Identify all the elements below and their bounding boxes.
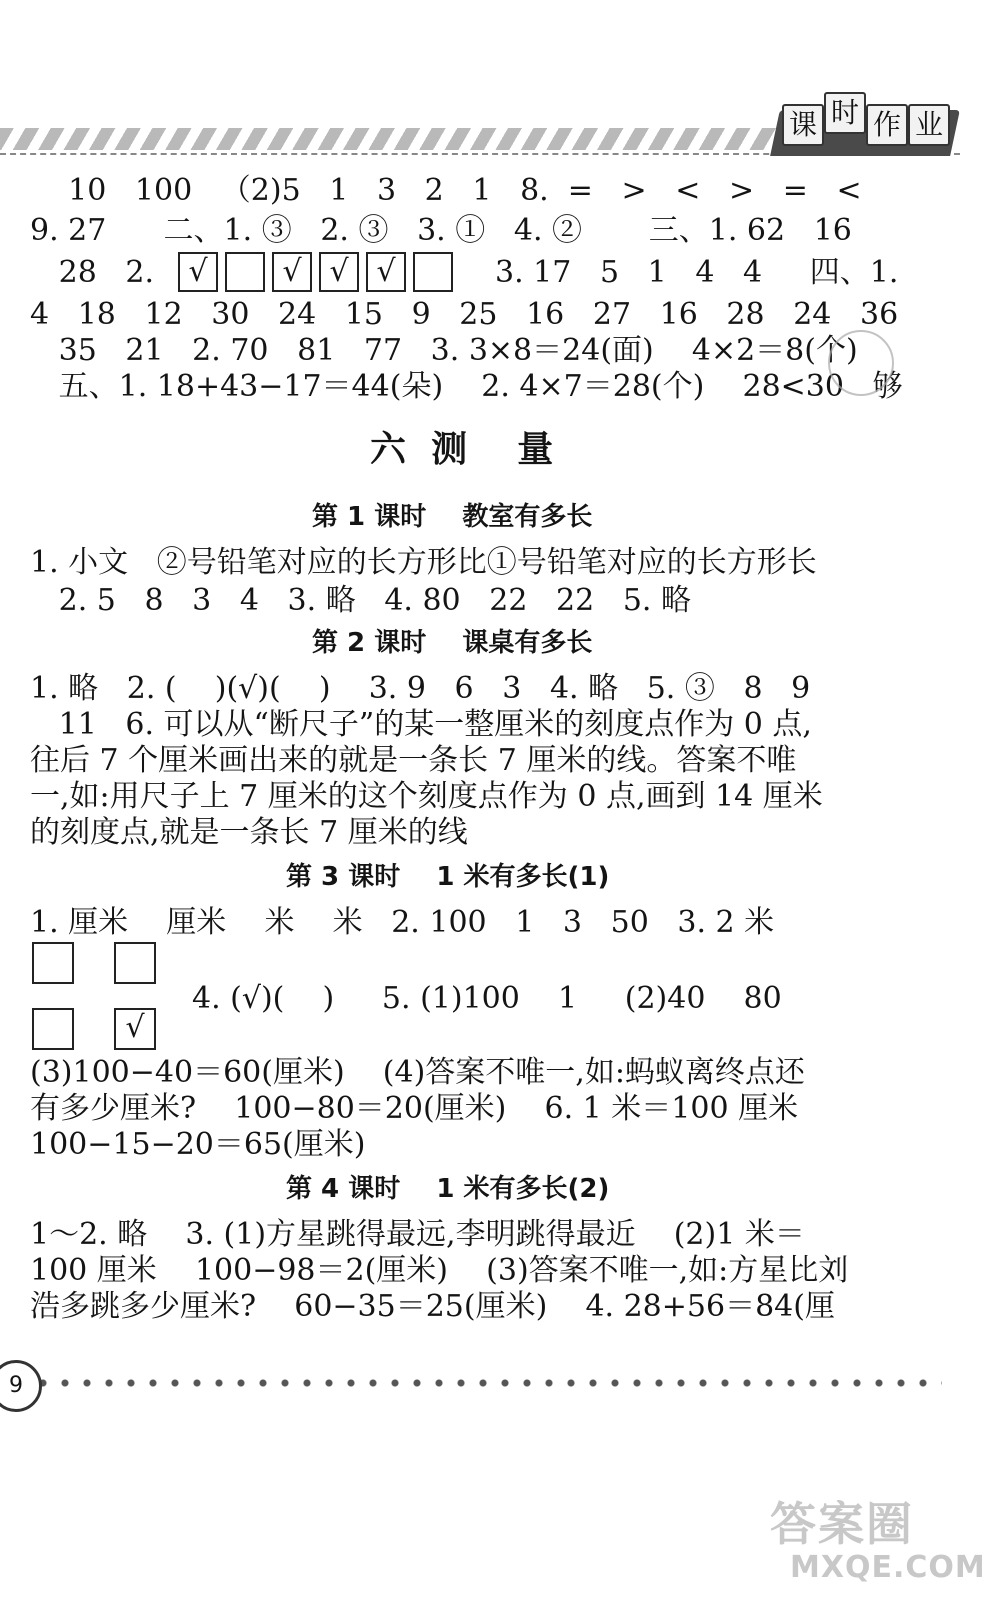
check-box-3: √ [272,252,312,292]
check-box-2 [225,252,265,292]
seal-stamp [828,330,894,396]
check-box-1: √ [178,252,218,292]
header-char-2: 时 [824,92,866,134]
lesson-3-line-2: (3)100−40＝60(厘米) (4)答案不唯一,如:蚂蚁离终点还 [30,1055,805,1090]
lesson-3-line-4: 100−15−20＝65(厘米) [30,1127,366,1162]
grid-box-2 [114,942,156,984]
lesson-2-line-4: 一,如:用尺子上 7 厘米的这个刻度点作为 0 点,画到 14 厘米 [30,779,823,814]
lesson-2-line-3: 往后 7 个厘米画出来的就是一条长 7 厘米的线。答案不唯 [30,743,797,778]
answer-line-6: 五、1. 18+43−17＝44(朵) 2. 4×7＝28(个) 28<30 够 [30,369,903,404]
answer-line-2: 9. 27 二、1. ③ 2. ③ 3. ① 4. ② 三、1. 62 16 [30,213,852,248]
grid-box-3 [32,1008,74,1050]
lesson-3-mid-line: 4. (√)( ) 5. (1)100 1 (2)40 80 [192,981,782,1016]
answer-line-3: 28 2. [30,255,155,290]
lesson-2-title: 第 2 课时 课桌有多长 [312,628,593,658]
lesson-4-line-3: 浩多跳多少厘米? 60−35＝25(厘米) 4. 28+56＝84(厘 [30,1289,835,1324]
page-number: 9 [0,1360,42,1412]
header-char-1: 课 [782,104,824,146]
lesson-1-title: 第 1 课时 教室有多长 [312,502,593,532]
check-box-6 [413,252,453,292]
watermark-logo: 答案圈 [770,1497,914,1551]
lesson-2-line-1: 1. 略 2. ( )(√)( ) 3. 9 6 3 4. 略 5. ③ 8 9 [30,671,811,706]
lesson-2-line-5: 的刻度点,就是一条长 7 厘米的线 [30,815,468,850]
top-decorative-band [0,128,780,150]
lesson-3-line-1: 1. 厘米 厘米 米 米 2. 100 1 3 50 3. 2 米 [30,905,775,940]
header-char-3: 作 [866,104,908,146]
lesson-4-line-2: 100 厘米 100−98＝2(厘米) (3)答案不唯一,如:方星比刘 [30,1253,849,1288]
answer-line-1: 10 100 （2)5 1 3 2 1 8. = > < > = < [30,173,862,208]
answer-line-3-tail: 3. 17 5 1 4 4 四、1. [495,255,899,290]
section-title: 六 测 量 [370,429,554,470]
header-char-4: 业 [908,104,950,146]
check-box-4: √ [319,252,359,292]
answer-line-5: 35 21 2. 70 81 77 3. 3×8＝24(面) 4×2＝8(个) [30,333,858,368]
answer-line-4: 4 18 12 30 24 15 9 25 16 27 16 28 24 36 [30,297,899,332]
lesson-3-title: 第 3 课时 1 米有多长(1) [286,862,610,892]
bottom-dotted-border [32,1376,942,1390]
grid-box-1 [32,942,74,984]
lesson-4-line-1: 1～2. 略 3. (1)方星跳得最远,李明跳得最近 (2)1 米＝ [30,1217,805,1252]
lesson-1-line-2: 2. 5 8 3 4 3. 略 4. 80 22 22 5. 略 [30,583,691,618]
lesson-4-title: 第 4 课时 1 米有多长(2) [286,1174,610,1204]
lesson-1-line-1: 1. 小文 ②号铅笔对应的长方形比①号铅笔对应的长方形长 [30,545,817,580]
check-box-5: √ [366,252,406,292]
watermark-url: MXQE.COM [790,1550,986,1585]
lesson-3-line-3: 有多少厘米? 100−80＝20(厘米) 6. 1 米＝100 厘米 [30,1091,799,1126]
grid-box-4: √ [114,1008,156,1050]
lesson-2-line-2: 11 6. 可以从“断尺子”的某一整厘米的刻度点作为 0 点, [30,707,812,742]
